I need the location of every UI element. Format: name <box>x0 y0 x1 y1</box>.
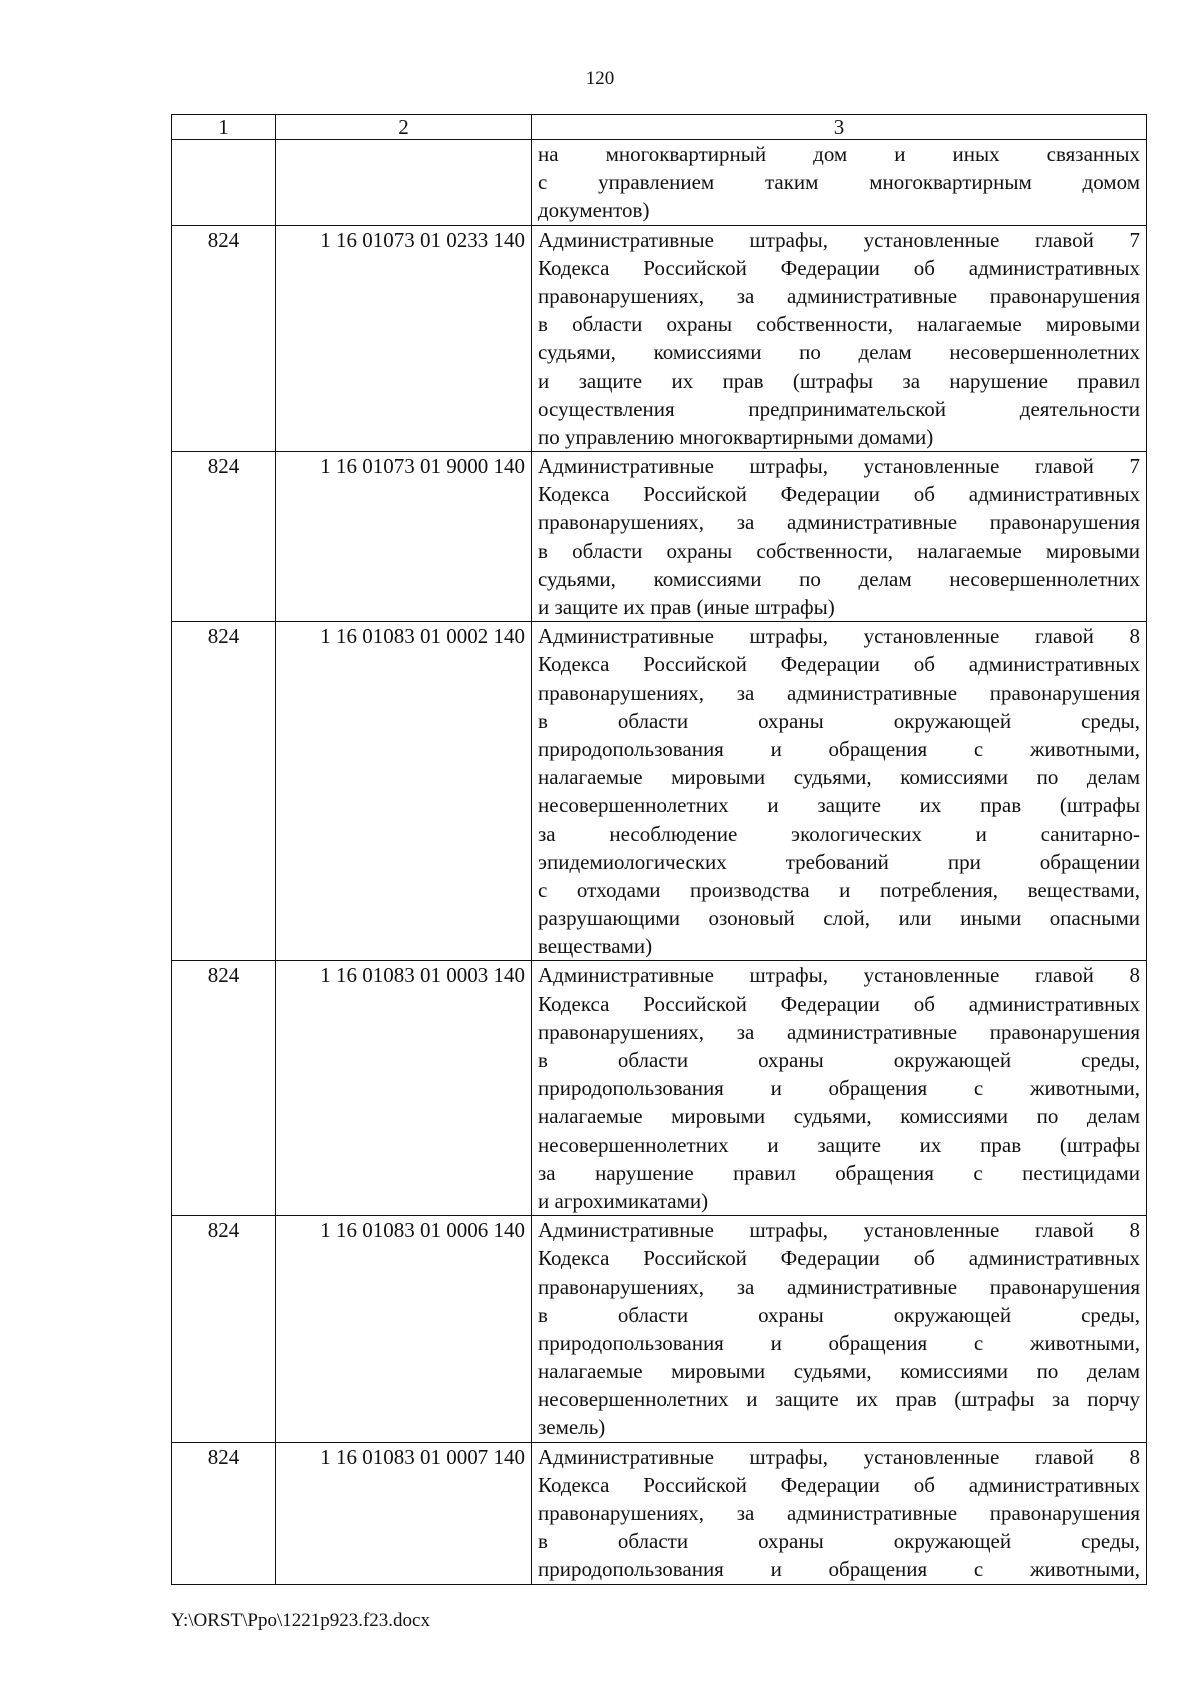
table-row <box>172 452 1147 622</box>
description-line: Кодекса Российской Федерации об административных <box>538 1246 1140 1271</box>
description-line: Кодекса Российской Федерации об административных <box>538 1472 1140 1497</box>
description-line: эпидемиологических требований при обращении <box>538 849 1140 874</box>
description-line: правонарушениях, за административные правонарушения <box>538 1274 1140 1299</box>
administrator-code-cell: 824 <box>172 622 276 961</box>
table-row <box>172 1442 1147 1584</box>
budget-code-table <box>171 114 1147 1585</box>
description-line: в области охраны окружающей среды, <box>538 1048 1140 1072</box>
revenue-description-cell <box>532 961 1147 1216</box>
description-line: Административные штрафы, установленные главой 8 <box>538 963 1140 988</box>
revenue-description-cell <box>532 452 1147 622</box>
description-line: в области охраны собственности, налагаемые мировыми <box>538 312 1140 337</box>
budget-classification-code-cell: 1 16 01073 01 0233 140 <box>276 225 532 452</box>
administrator-code-cell: 824 <box>172 1216 276 1443</box>
description-line: с отходами производства и потребления, веществами, <box>538 877 1140 902</box>
budget-classification-code-cell: 1 16 01083 01 0006 140 <box>276 1216 532 1443</box>
table-row <box>172 225 1147 452</box>
description-line: правонарушениях, за административные правонарушения <box>538 1501 1140 1525</box>
description-line: с управлением таким многоквартирным домом <box>538 170 1140 195</box>
description-line: веществами) <box>538 934 653 959</box>
revenue-description-cell <box>532 622 1147 961</box>
description-line: в области охраны окружающей среды, <box>538 1529 1140 1554</box>
description-line: налагаемые мировыми судьями, комиссиями по делам <box>538 765 1140 790</box>
description-line: на многоквартирный дом и иных связанных <box>538 142 1140 166</box>
table-row <box>172 140 1147 226</box>
table-row <box>172 1216 1147 1443</box>
administrator-code-cell: 824 <box>172 1442 276 1584</box>
budget-classification-code-cell: 1 16 01083 01 0003 140 <box>276 961 532 1216</box>
description-line: несовершеннолетних и защите их прав (штрафы <box>538 793 1140 818</box>
revenue-description-cell <box>532 1216 1147 1443</box>
administrator-code-cell: 824 <box>172 961 276 1216</box>
description-line: природопользования и обращения с животными, <box>538 1557 1140 1582</box>
page-number: 120 <box>585 68 615 89</box>
description-line: осуществления предпринимательской деятельности <box>538 396 1140 421</box>
description-line: разрушающими озоновый слой, или иными опасными <box>538 906 1140 931</box>
description-line: природопользования и обращения с животными, <box>538 1076 1140 1101</box>
table-header-row <box>172 115 1147 140</box>
description-line: и защите их прав (штрафы за нарушение правил <box>538 368 1140 393</box>
description-line: правонарушениях, за административные правонарушения <box>538 283 1140 308</box>
description-line: Кодекса Российской Федерации об административных <box>538 652 1140 677</box>
description-line: в области охраны окружающей среды, <box>538 708 1140 733</box>
description-line: и защите их прав (иные штрафы) <box>538 595 835 619</box>
description-line: природопользования и обращения с животными, <box>538 736 1140 761</box>
table-row <box>172 622 1147 961</box>
description-line: судьями, комиссиями по делам несовершеннолетних <box>538 566 1140 591</box>
description-line: Административные штрафы, установленные главой 8 <box>538 1218 1140 1243</box>
description-line: Кодекса Российской Федерации об административных <box>538 482 1140 507</box>
description-line: Кодекса Российской Федерации об административных <box>538 255 1140 280</box>
revenue-description-cell <box>532 1442 1147 1584</box>
administrator-code-cell: 824 <box>172 225 276 452</box>
budget-classification-code-cell: 1 16 01073 01 9000 140 <box>276 452 532 622</box>
revenue-description-cell <box>532 225 1147 452</box>
description-line: Кодекса Российской Федерации об административных <box>538 991 1140 1016</box>
budget-classification-code-cell <box>276 140 532 226</box>
description-line: Административные штрафы, установленные главой 7 <box>538 454 1140 479</box>
description-line: несовершеннолетних и защите их прав (штрафы за порчу <box>538 1387 1140 1412</box>
description-line: в области охраны собственности, налагаемые мировыми <box>538 538 1140 563</box>
description-line: несовершеннолетних и защите их прав (штрафы <box>538 1132 1140 1157</box>
description-line: документов) <box>538 198 650 223</box>
description-line: правонарушениях, за административные правонарушения <box>538 510 1140 535</box>
column-header-1: 1 <box>172 115 276 140</box>
description-line: земель) <box>538 1415 606 1440</box>
description-line: Административные штрафы, установленные главой 8 <box>538 624 1140 649</box>
description-line: правонарушениях, за административные правонарушения <box>538 1019 1140 1044</box>
administrator-code-cell: 824 <box>172 452 276 622</box>
description-line: Административные штрафы, установленные главой 8 <box>538 1444 1140 1469</box>
description-line: налагаемые мировыми судьями, комиссиями по делам <box>538 1104 1140 1129</box>
description-line: судьями, комиссиями по делам несовершеннолетних <box>538 340 1140 365</box>
description-line: Административные штрафы, установленные главой 7 <box>538 227 1140 252</box>
description-line: налагаемые мировыми судьями, комиссиями по делам <box>538 1359 1140 1384</box>
description-line: правонарушениях, за административные правонарушения <box>538 680 1140 705</box>
description-line: в области охраны окружающей среды, <box>538 1302 1140 1327</box>
column-header-3: 3 <box>532 115 1147 140</box>
description-line: за нарушение правил обращения с пестицидами <box>538 1160 1140 1185</box>
description-line: и агрохимикатами) <box>538 1188 709 1213</box>
file-path-footer: Y:\ORST\Ppo\1221p923.f23.docx <box>171 1610 430 1631</box>
budget-classification-code-cell: 1 16 01083 01 0007 140 <box>276 1442 532 1584</box>
revenue-description-cell <box>532 140 1147 226</box>
description-line: по управлению многоквартирными домами) <box>538 424 934 449</box>
budget-classification-code-cell: 1 16 01083 01 0002 140 <box>276 622 532 961</box>
description-line: природопользования и обращения с животными, <box>538 1330 1140 1355</box>
administrator-code-cell <box>172 140 276 226</box>
table-row <box>172 961 1147 1216</box>
description-line: за несоблюдение экологических и санитарно- <box>538 821 1140 846</box>
column-header-2: 2 <box>276 115 532 140</box>
